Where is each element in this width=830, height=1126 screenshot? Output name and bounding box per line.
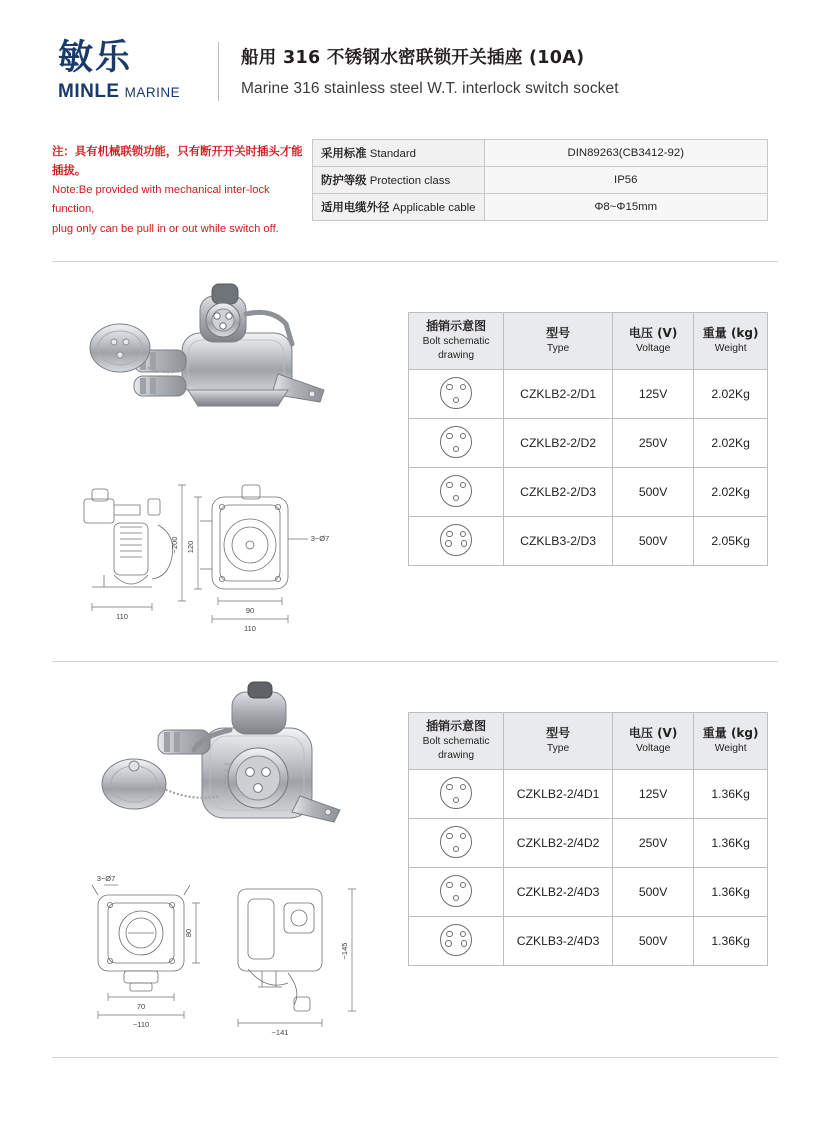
brand-logo-en xyxy=(58,81,208,103)
bolt-symbol-cell xyxy=(409,868,504,917)
cell-voltage: 500V xyxy=(612,517,693,566)
cell-voltage: 250V xyxy=(612,419,693,468)
th-symbol-1 xyxy=(409,312,504,370)
product-1-photo xyxy=(62,278,392,463)
cell-type: CZKLB2-2/4D1 xyxy=(504,770,613,819)
product-1-table xyxy=(408,312,768,567)
cell-voltage: 125V xyxy=(612,770,693,819)
dim-1-120: 120 xyxy=(186,540,195,554)
th-type-1 xyxy=(504,312,613,370)
note-and-spec-block xyxy=(52,139,778,239)
cell-weight: 1.36Kg xyxy=(694,868,768,917)
spec-value-standard: DIN89263(CB3412-92) xyxy=(484,139,768,166)
spec-label-cable xyxy=(313,193,485,220)
th-weight-2 xyxy=(694,712,768,770)
product-2-table xyxy=(408,712,768,967)
table-row xyxy=(409,517,768,566)
spec-label-standard-cn: 采用标准 xyxy=(321,145,367,160)
product-2-drawings xyxy=(52,678,402,1039)
interlock-note-cn: 注：具有机械联锁功能，只有断开开关时插头才能插拔。 xyxy=(52,143,303,178)
product-1-technical-drawing xyxy=(62,469,392,639)
brand-logo-cn: 敏乐 xyxy=(58,38,133,78)
th-type-2-cn: 型号 xyxy=(546,725,571,740)
brand-logo xyxy=(52,40,208,103)
table-row xyxy=(409,868,768,917)
cell-type: CZKLB2-2/D3 xyxy=(504,468,613,517)
th-type-1-en: Type xyxy=(546,342,570,354)
th-voltage-2-cn: 电压 (V) xyxy=(628,725,678,740)
spec-label-protection-en: Protection class xyxy=(369,174,451,187)
cell-type: CZKLB2-2/4D2 xyxy=(504,819,613,868)
bolt-symbol-cell xyxy=(409,419,504,468)
cell-weight: 2.02Kg xyxy=(694,370,768,419)
table-row xyxy=(409,819,768,868)
cell-weight: 2.02Kg xyxy=(694,419,768,468)
th-voltage-1-cn: 电压 (V) xyxy=(628,325,678,340)
product-1-header-row xyxy=(409,312,768,370)
dim-1-holes: 3~Ø7 xyxy=(310,533,330,543)
product-2-technical-drawing xyxy=(62,869,392,1039)
th-voltage-1 xyxy=(612,312,693,370)
page-title-en: Marine 316 stainless steel W.T. interlock switch socket xyxy=(241,80,619,97)
page-header xyxy=(52,0,778,121)
th-weight-2-en: Weight xyxy=(714,742,747,754)
product-2-table-wrap xyxy=(402,678,778,967)
dim-2-141: ~141 xyxy=(271,1027,289,1037)
section-divider-top xyxy=(52,261,778,262)
th-weight-1-en: Weight xyxy=(714,342,747,354)
product-2-header-row xyxy=(409,712,768,770)
dim-2-holes: 3~Ø7 xyxy=(96,873,116,883)
product-section-2 xyxy=(52,678,778,1039)
interlock-note xyxy=(52,139,312,239)
cell-type: CZKLB2-2/4D3 xyxy=(504,868,613,917)
cell-type: CZKLB3-2/4D3 xyxy=(504,917,613,966)
bolt-4pin-icon xyxy=(440,524,472,556)
product-section-1 xyxy=(52,278,778,639)
spec-row-cable xyxy=(313,193,768,220)
th-symbol-2-cn: 插销示意图 xyxy=(426,718,487,733)
dim-2-70: 70 xyxy=(136,1001,146,1011)
spec-row-protection xyxy=(313,166,768,193)
th-symbol-1-cn: 插销示意图 xyxy=(426,318,487,333)
cell-type: CZKLB2-2/D2 xyxy=(504,419,613,468)
dim-2-145: ~145 xyxy=(340,942,349,960)
bolt-3pin-icon xyxy=(440,875,472,907)
table-row xyxy=(409,419,768,468)
cell-voltage: 250V xyxy=(612,819,693,868)
table-row xyxy=(409,917,768,966)
brand-logo-en-sub: MARINE xyxy=(124,84,181,100)
product-2-photo xyxy=(62,678,392,863)
th-symbol-2-en: Bolt schematic drawing xyxy=(422,735,490,761)
spec-value-protection: IP56 xyxy=(484,166,768,193)
product-1-table-wrap xyxy=(402,278,778,567)
cell-voltage: 500V xyxy=(612,917,693,966)
dim-1-90: 90 xyxy=(245,605,255,615)
table-row xyxy=(409,468,768,517)
th-type-2 xyxy=(504,712,613,770)
bolt-symbol-cell xyxy=(409,370,504,419)
section-divider-middle xyxy=(52,661,778,662)
cell-voltage: 500V xyxy=(612,868,693,917)
section-divider-bottom xyxy=(52,1057,778,1058)
specification-table xyxy=(312,139,768,221)
cell-weight: 1.36Kg xyxy=(694,770,768,819)
th-voltage-1-en: Voltage xyxy=(635,342,671,354)
page-title-cn: 船用 316 不锈钢水密联锁开关插座 (10A) xyxy=(241,47,585,68)
spec-label-standard xyxy=(313,139,485,166)
th-symbol-1-en: Bolt schematic drawing xyxy=(422,335,490,361)
bolt-symbol-cell xyxy=(409,770,504,819)
th-type-1-cn: 型号 xyxy=(546,325,571,340)
th-weight-1 xyxy=(694,312,768,370)
interlock-note-en-1: Note:Be provided with mechanical inter-lock function, xyxy=(52,183,270,216)
bolt-3pin-icon xyxy=(440,777,472,809)
bolt-symbol-cell xyxy=(409,917,504,966)
cell-weight: 2.05Kg xyxy=(694,517,768,566)
bolt-symbol-cell xyxy=(409,819,504,868)
spec-value-cable: Φ8~Φ15mm xyxy=(484,193,768,220)
spec-row-standard xyxy=(313,139,768,166)
bolt-3pin-icon xyxy=(440,826,472,858)
bolt-symbol-cell xyxy=(409,468,504,517)
cell-type: CZKLB3-2/D3 xyxy=(504,517,613,566)
bolt-4pin-icon xyxy=(440,924,472,956)
cell-weight: 1.36Kg xyxy=(694,917,768,966)
th-weight-1-cn: 重量 (kg) xyxy=(702,325,759,340)
bolt-3pin-icon xyxy=(440,377,472,409)
product-1-drawings xyxy=(52,278,402,639)
bolt-3pin-icon xyxy=(440,426,472,458)
cell-voltage: 500V xyxy=(612,468,693,517)
dim-1-200: ~200 xyxy=(170,536,179,554)
header-divider xyxy=(218,42,219,101)
th-symbol-2 xyxy=(409,712,504,770)
dim-1-110a: 110 xyxy=(116,611,128,621)
th-voltage-2-en: Voltage xyxy=(635,742,671,754)
dim-2-80: 80 xyxy=(184,928,193,937)
brand-logo-en-main: MINLE xyxy=(58,80,120,102)
cell-voltage: 125V xyxy=(612,370,693,419)
dim-1-110b: 110 xyxy=(244,623,256,633)
bolt-symbol-cell xyxy=(409,517,504,566)
th-type-2-en: Type xyxy=(546,742,570,754)
spec-label-protection-cn: 防护等级 xyxy=(321,172,367,187)
cell-type: CZKLB2-2/D1 xyxy=(504,370,613,419)
table-row xyxy=(409,770,768,819)
th-voltage-2 xyxy=(612,712,693,770)
dim-2-110: ~110 xyxy=(132,1019,150,1029)
cell-weight: 2.02Kg xyxy=(694,468,768,517)
page-title xyxy=(241,45,778,98)
bolt-3pin-icon xyxy=(440,475,472,507)
spec-label-cable-cn: 适用电缆外径 xyxy=(321,199,390,214)
spec-label-standard-en: Standard xyxy=(369,147,416,160)
cell-weight: 1.36Kg xyxy=(694,819,768,868)
spec-label-cable-en: Applicable cable xyxy=(392,201,476,214)
th-weight-2-cn: 重量 (kg) xyxy=(702,725,759,740)
interlock-note-en-2: plug only can be pull in or out while switch off. xyxy=(52,222,279,235)
table-row xyxy=(409,370,768,419)
spec-label-protection xyxy=(313,166,485,193)
